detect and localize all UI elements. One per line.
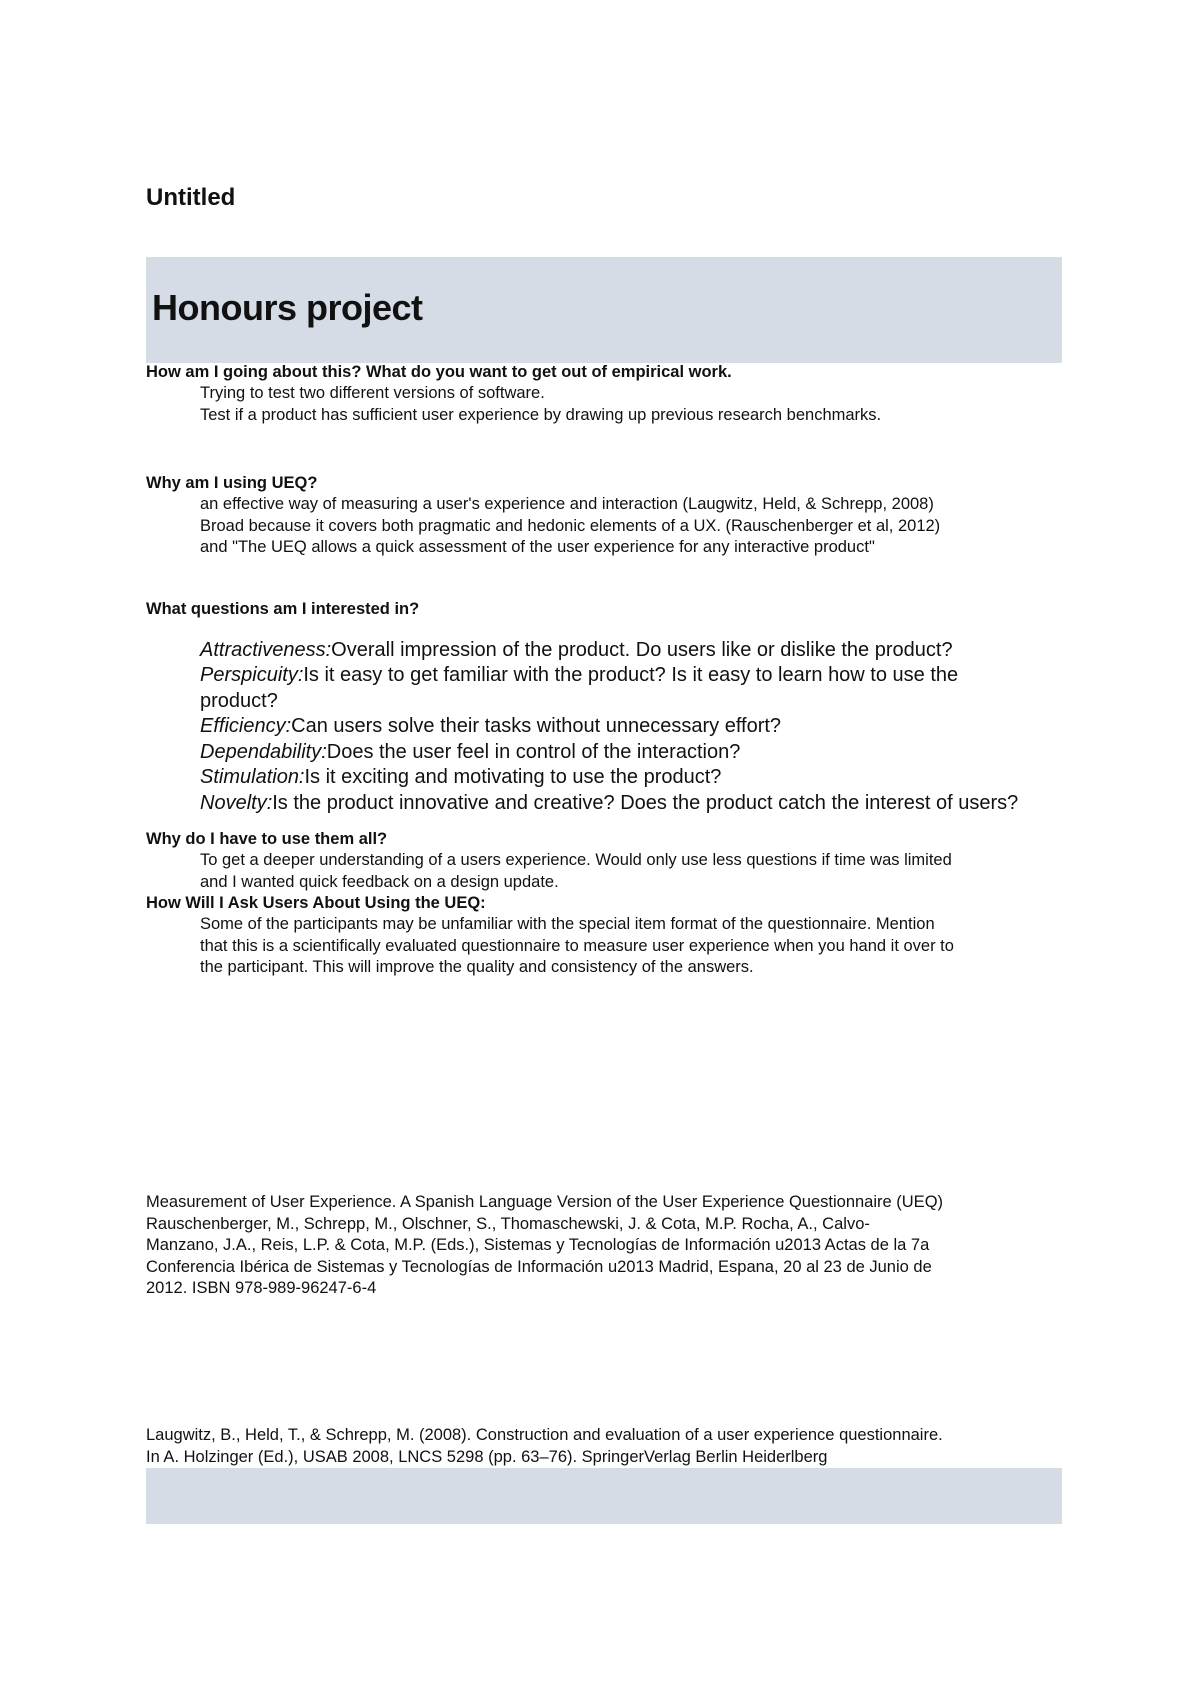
page-heading: Honours project	[152, 287, 423, 328]
reference-line: Manzano, J.A., Reis, L.P. & Cota, M.P. (Eds.), Sistemas y Tecnologías de Información u2013 Actas de la 7a	[146, 1236, 930, 1254]
question-how-ask: How Will I Ask Users About Using the UEQ:	[146, 894, 486, 912]
heading-band	[146, 257, 1062, 363]
answer-line: and "The UEQ allows a quick assessment of the user experience for any interactive product"	[200, 538, 875, 556]
document-title: Untitled	[146, 184, 236, 211]
reference-line: Measurement of User Experience. A Spanish Language Version of the User Experience Questionnaire (UEQ)	[146, 1193, 944, 1211]
answer-line: Broad because it covers both pragmatic and hedonic elements of a UX. (Rauschenberger et al, 2012)	[200, 516, 941, 535]
dimension-name: Dependability:	[200, 740, 327, 763]
dimension-dependability	[200, 740, 1030, 766]
dimension-text: Can users solve their tasks without unnecessary effort?	[291, 715, 782, 737]
reference-line: Rauschenberger, M., Schrepp, M., Olschner, S., Thomaschewski, J. & Cota, M.P. Rocha, A., Calvo-	[146, 1214, 870, 1233]
answer-line: Some of the participants may be unfamiliar with the special item format of the questionnaire. Mention	[200, 915, 935, 933]
answer-line: Test if a product has sufficient user experience by drawing up previous research benchmarks.	[200, 405, 882, 424]
dimension-efficiency	[200, 714, 1030, 740]
document-body	[146, 362, 1066, 979]
answer-approach	[146, 383, 1066, 426]
reference-laugwitz	[146, 1425, 1066, 1468]
dimension-novelty	[200, 791, 1030, 817]
question-interests: What questions am I interested in?	[146, 599, 420, 618]
dimension-name: Attractiveness:	[200, 638, 332, 661]
dimension-name: Perspicuity:	[200, 664, 304, 686]
reference-rauschenberger	[146, 1192, 1066, 1300]
reference-line: In A. Holzinger (Ed.), USAB 2008, LNCS 5298 (pp. 63–76). SpringerVerlag Berlin Heiderlberg	[146, 1447, 828, 1466]
question-why-ueq: Why am I using UEQ?	[146, 474, 318, 492]
footer-band	[146, 1468, 1062, 1524]
dimension-name: Novelty:	[200, 791, 273, 814]
answer-how-ask	[146, 914, 1066, 979]
answer-line: To get a deeper understanding of a users experience. Would only use less questions if time was limited	[200, 851, 952, 869]
reference-line: Laugwitz, B., Held, T., & Schrepp, M. (2008). Construction and evaluation of a user experience questionnaire.	[146, 1426, 943, 1444]
dimension-name: Stimulation:	[200, 766, 305, 788]
dimension-name: Efficiency:	[200, 715, 292, 737]
answer-line: that this is a scientifically evaluated questionnaire to measure user experience when you hand it over to	[200, 936, 954, 955]
answer-why-ueq	[146, 494, 1066, 559]
answer-line: and I wanted quick feedback on a design update.	[200, 872, 559, 891]
dimension-text: Does the user feel in control of the interaction?	[326, 740, 741, 763]
question-approach: How am I going about this? What do you want to get out of empirical work.	[146, 363, 732, 381]
answer-line: an effective way of measuring a user's experience and interaction (Laugwitz, Held, & Schrepp, 2008)	[200, 495, 934, 513]
answer-line: Trying to test two different versions of software.	[200, 384, 545, 402]
dimension-text: Is the product innovative and creative? Does the product catch the interest of users?	[272, 791, 1019, 814]
dimension-text: Is it exciting and motivating to use the product?	[304, 766, 722, 788]
answer-line: the participant. This will improve the quality and consistency of the answers.	[200, 958, 754, 976]
dimension-perspicuity	[200, 663, 1030, 714]
dimension-attractiveness	[200, 638, 1030, 664]
reference-line: 2012. ISBN 978-989-96247-6-4	[146, 1279, 377, 1297]
dimension-text: Overall impression of the product. Do users like or dislike the product?	[331, 638, 953, 661]
reference-line: Conferencia Ibérica de Sistemas y Tecnologías de Información u2013 Madrid, Espana, 20 al 23 de Junio de	[146, 1257, 932, 1276]
dimension-text: Is it easy to get familiar with the product? Is it easy to learn how to use the product?	[200, 664, 959, 712]
ueq-dimensions-list	[146, 620, 1030, 817]
dimension-stimulation	[200, 765, 1030, 791]
answer-use-all	[146, 850, 1066, 893]
question-use-all: Why do I have to use them all?	[146, 830, 388, 848]
